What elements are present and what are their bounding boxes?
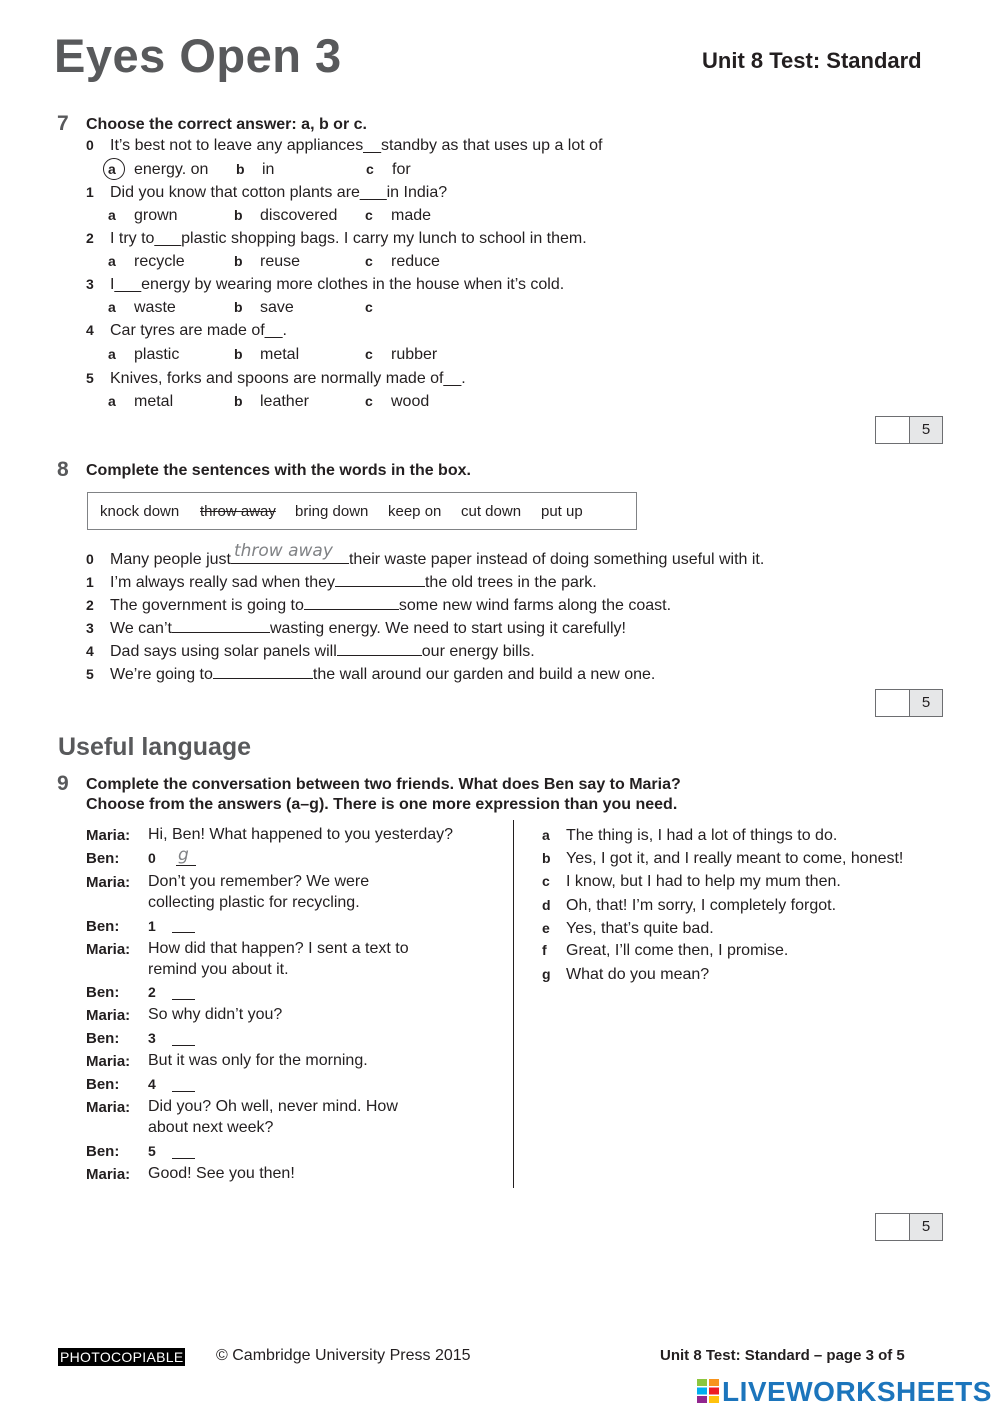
page-title: Eyes Open 3 [54,29,342,82]
word-box-item: keep on [388,503,442,520]
q8-number: 8 [57,458,69,481]
maria-line-2b: collecting plastic for recycling. [148,894,360,911]
unit-title: Unit 8 Test: Standard [702,48,922,73]
maria-line-2a: Don’t you remember? We were [148,873,370,890]
speaker-ben: Ben: [86,1143,120,1160]
q9-score-total: 5 [910,1214,942,1240]
q8-item-4: 4 Dad says using solar panels will our energy bills. [86,643,535,660]
ben-line-3: 3 [148,1030,156,1046]
speaker-maria: Maria: [86,1053,131,1070]
answer-option-d: d Oh, that! I’m sorry, I completely forgot. [542,897,837,914]
maria-line-4: So why didn’t you? [148,1006,283,1023]
speaker-ben: Ben: [86,1030,120,1047]
q8-instruction: Complete the sentences with the words in the box. [86,462,471,479]
q7-item-4-option-a[interactable]: a plastic [108,346,180,363]
q7-item-3: 3 I___energy by wearing more clothes in the house when it’s cold. [86,276,565,293]
speaker-maria: Maria: [86,1166,131,1183]
answer-option-f: f Great, I’ll come then, I promise. [542,942,789,959]
q7-instruction: Choose the correct answer: a, b or c. [86,116,367,133]
word-box [87,492,637,530]
ben-line-5: 5 [148,1143,156,1159]
q9-instruction-2: Choose from the answers (a–g). There is one more expression than you need. [86,796,678,813]
q9-score-input[interactable] [876,1214,910,1240]
word-box-item: cut down [461,503,522,520]
speaker-ben: Ben: [86,984,120,1001]
speaker-maria: Maria: [86,827,131,844]
word-box-item-used: throw away [200,503,276,520]
maria-line-6a: Did you? Oh well, never mind. How [148,1098,398,1115]
answer-option-e: e Yes, that’s quite bad. [542,920,714,937]
q8-score-box [875,689,943,717]
word-box-item: put up [541,503,583,520]
q8-score-input[interactable] [876,690,910,716]
ben-line-2-blank[interactable] [172,984,195,1000]
q8-item-5: 5 We’re going to the wall around our garden and build a new one. [86,666,656,683]
maria-line-3b: remind you about it. [148,961,289,978]
q7-item-2-option-a[interactable]: a recycle [108,253,185,270]
q8-item-3: 3 We can’t wasting energy. We need to start using it carefully! [86,620,626,637]
q7-item-5-option-b[interactable]: b leather [234,393,309,410]
q7-item-0-option-c[interactable]: c for [366,161,411,178]
maria-line-6b: about next week? [148,1119,274,1136]
maria-line-1: Hi, Ben! What happened to you yesterday? [148,826,454,843]
speaker-maria: Maria: [86,874,131,891]
ben-line-1-blank[interactable] [172,917,195,933]
q7-item-0: 0 It’s best not to leave any appliances__standby as that uses up a lot of [86,137,603,154]
word-box-item: bring down [295,503,369,520]
maria-line-7: Good! See you then! [148,1165,295,1182]
q7-item-5-option-c[interactable]: c wood [365,393,430,410]
q7-score-input[interactable] [876,417,910,443]
speaker-maria: Maria: [86,1099,131,1116]
answer-option-b: b Yes, I got it, and I really meant to come, honest! [542,850,904,867]
section-title: Useful language [58,733,252,761]
ben-line-1: 1 [148,918,156,934]
q7-item-1-option-c[interactable]: c made [365,207,432,224]
q7-item-4-option-c[interactable]: c rubber [365,346,438,363]
q8-item-0: 0 Many people just throw away their waste paper instead of doing something useful with it. [86,541,765,568]
q9-score-box [875,1213,943,1241]
q8-score-total: 5 [910,690,942,716]
ben-line-0: 0 [148,850,156,866]
q8-item-4-blank[interactable] [337,641,422,656]
ben-line-3-blank[interactable] [172,1030,195,1046]
example-answer: throw away [233,541,333,561]
ben-line-4: 4 [148,1076,156,1092]
q7-item-3-option-a[interactable]: a waste [108,299,176,316]
q8-item-5-blank[interactable] [213,664,313,679]
q7-item-5-option-a[interactable]: a metal [108,393,174,410]
q7-number: 7 [57,112,69,135]
q7-item-1-option-b[interactable]: b discovered [234,207,338,224]
word-box-item: knock down [100,503,180,520]
q7-item-2: 2 I try to___plastic shopping bags. I carry my lunch to school in them. [86,230,587,247]
ben-line-4-blank[interactable] [172,1076,195,1092]
q7-item-2-option-c[interactable]: c reduce [365,253,440,270]
maria-line-3a: How did that happen? I sent a text to [148,940,409,957]
liveworksheets-logo-icon [697,1379,719,1403]
q7-item-4: 4 Car tyres are made of__. [86,322,287,339]
maria-line-5: But it was only for the morning. [148,1052,368,1069]
q7-score-box [875,416,943,444]
speaker-ben: Ben: [86,850,120,867]
speaker-maria: Maria: [86,1007,131,1024]
column-divider [513,820,514,1188]
ben-line-2: 2 [148,984,156,1000]
answer-option-a: a The thing is, I had a lot of things to do. [542,827,838,844]
ben-line-5-blank[interactable] [172,1143,195,1159]
q7-item-1-option-a[interactable]: a grown [108,207,178,224]
q8-item-1-blank[interactable] [335,572,425,587]
q9-instruction-1: Complete the conversation between two friends. What does Ben say to Maria? [86,776,681,793]
q7-item-3-option-b[interactable]: b save [234,299,294,316]
q9-number: 9 [57,772,69,795]
photocopiable-label: PHOTOCOPIABLE [60,1349,184,1365]
q8-item-3-blank[interactable] [172,618,270,633]
copyright: © Cambridge University Press 2015 [216,1347,471,1364]
q7-item-3-option-c[interactable]: c [365,299,373,315]
q7-item-1: 1 Did you know that cotton plants are___in India? [86,184,448,201]
ben-line-0-blank: g [176,848,196,866]
speaker-ben: Ben: [86,918,120,935]
answer-option-g: g What do you mean? [542,966,710,983]
q8-item-2: 2 The government is going to some new wind farms along the coast. [86,597,672,614]
q8-item-1: 1 I’m always really sad when they the old trees in the park. [86,574,597,591]
q7-item-4-option-b[interactable]: b metal [234,346,300,363]
q7-item-5: 5 Knives, forks and spoons are normally made of__. [86,370,466,387]
q7-item-0-option-b[interactable]: b in [236,161,275,178]
q7-item-0-option-a[interactable]: a energy. on [108,161,209,178]
liveworksheets-brand: LIVEWORKSHEETS [722,1376,992,1407]
q8-item-2-blank[interactable] [304,595,399,610]
page-number: Unit 8 Test: Standard – page 3 of 5 [660,1347,905,1364]
q7-item-2-option-b[interactable]: b reuse [234,253,301,270]
speaker-maria: Maria: [86,941,131,958]
answer-option-c: c I know, but I had to help my mum then. [542,873,841,890]
q7-score-total: 5 [910,417,942,443]
speaker-ben: Ben: [86,1076,120,1093]
